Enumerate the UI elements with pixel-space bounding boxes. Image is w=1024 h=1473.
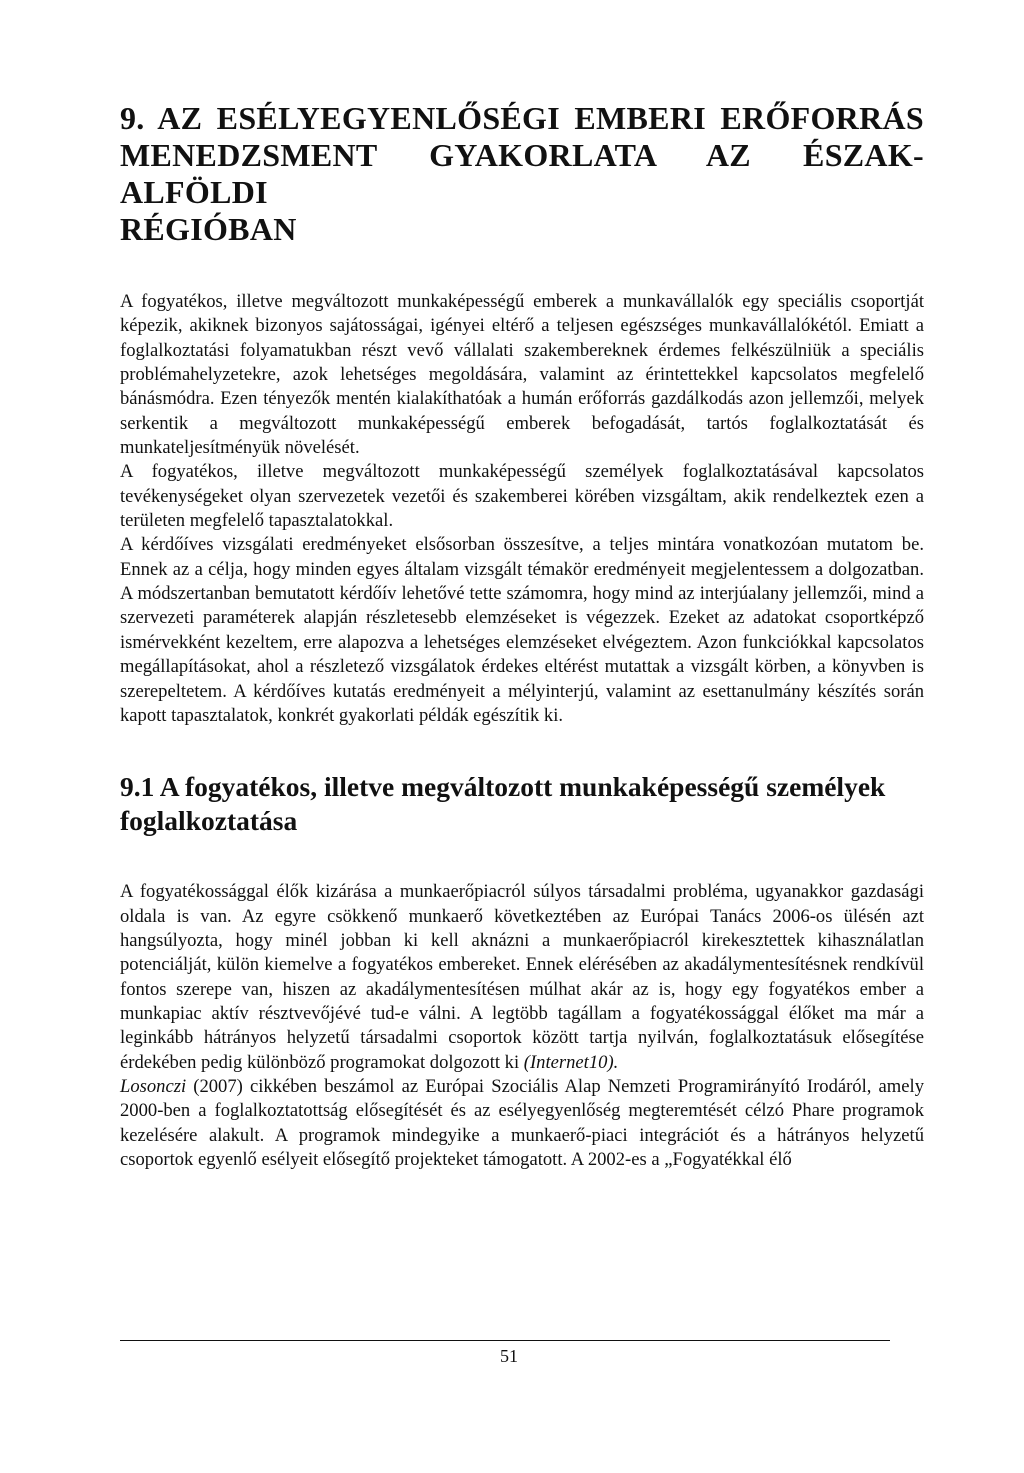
section-paragraph-1 bbox=[120, 880, 924, 1075]
footer-divider bbox=[120, 1340, 890, 1341]
page-number: 51 bbox=[500, 1346, 518, 1366]
chapter-title-line-2: MENEDZSMENT GYAKORLATA AZ ÉSZAK-ALFÖLDI bbox=[120, 137, 924, 210]
intro-paragraph-1: A fogyatékos, illetve megváltozott munkaképességű emberek a munkavállalók egy speciális csoportját képezik, akiknek bizonyos sajátosságai, igényei eltérő a teljesen egészséges munkavállalókétól. Emiatt a foglalkoztatási folyamatukban részt vevő vállalati szakembereknek érdemes felkészülniük a speciális problémahelyzetekre, azok lehetséges megoldására, valamint az érintettekkel kapcsolatos megfelelő bánásmódra. Ezen tényezők mentén kialakíthatóak a humán erőforrás gazdálkodás azon jellemzői, melyek serkentik a megváltozott munkaképességű emberek befogadását, tartós foglalkoztatását és munkateljesítményük növelését. bbox=[120, 291, 924, 459]
chapter-title-line-3: RÉGIÓBAN bbox=[120, 211, 297, 247]
chapter-title-line-1: 9. AZ ESÉLYEGYENLŐSÉGI EMBERI ERŐFORRÁS bbox=[120, 100, 924, 136]
section-paragraph-2 bbox=[120, 1075, 924, 1172]
section-title: 9.1 A fogyatékos, illetve megváltozott munkaképességű személyek foglalkoztatása bbox=[120, 771, 886, 837]
document-page bbox=[120, 100, 924, 1172]
section-paragraph-2-text: (2007) cikkében beszámol az Európai Szociális Alap Nemzeti Programirányító Irodáról, amely 2000-ben a foglalkoztatottság elősegítését és az esélyegyenlőség megteremtését célzó Phare programok kezelésére alakult. A programok mindegyike a munkaerő-piaci integrációt és a hátrányos helyzetű csoportok egyenlő esélyeit elősegítő projekteket támogatott. A 2002-es a „Fogyatékkal élő bbox=[120, 1075, 924, 1170]
author-citation: Losonczi bbox=[120, 1075, 187, 1097]
chapter-intro bbox=[120, 290, 924, 728]
section-body bbox=[120, 880, 924, 1172]
chapter-title bbox=[120, 100, 924, 248]
intro-paragraph-2: A fogyatékos, illetve megváltozott munkaképességű személyek foglalkoztatásával kapcsolatos tevékenységeket olyan szervezetek vezetői és szakemberei körében vizsgáltam, akik rendelkeztek ezen a területen megfelelő tapasztalatokkal. bbox=[120, 461, 924, 532]
internet-reference: (Internet10). bbox=[523, 1051, 619, 1073]
intro-paragraph-3: A kérdőíves vizsgálati eredményeket elsősorban összesítve, a teljes mintára vonatkozóan mutatom be. Ennek az a célja, hogy minden egyes általam vizsgált témakör eredményeit megjelentessem a dolgozatban. A módszertanban bemutatott kérdőív lehetővé tette számomra, hogy mind az interjúalany jellemzői, mind a szervezeti paraméterek alapján részletesebb elemzéseket is végezzek. Ezeket az adatokat csoportképző ismérvekként kezeltem, erre alapozva a lehetséges elemzéseket elvégeztem. Azon funkciókkal kapcsolatos megállapításokat, ahol a részletező vizsgálatok érdekes eltérést mutattak a vizsgált körben, a könyvben is szerepeltetem. A kérdőíves kutatás eredményeit a mélyinterjú, valamint az esettanulmány készítés során kapott tapasztalatok, konkrét gyakorlati példák egészítik ki. bbox=[120, 534, 924, 726]
section-paragraph-1-text: A fogyatékossággal élők kizárása a munkaerőpiacról súlyos társadalmi probléma, ugyanakkor gazdasági oldala is van. Az egyre csökkenő munkaerő következtében az Európai Tanács 2006-os ülésén azt hangsúlyozta, hogy minél jobban ki kell aknázni a munkaerőpiacról kirekesztettek kihasználatlan potenciálját, külön kiemelve a fogyatékos embereket. Ennek elérésében az akadálymentesítésnek rendkívül fontos szerepe van, hiszen az akadálymentesítésen múlhat akár az is, hogy egy fogyatékos ember a munkapiac aktív résztvevőjévé tud-e válni. A legtöbb tagállam a fogyatékossággal élőket ma már a leginkább hátrányos helyzetű társadalmi csoportok között tartja nyilván, foglalkoztatásuk elősegítése érdekében pedig különböző programokat dolgozott ki bbox=[120, 881, 924, 1073]
page-footer bbox=[120, 1340, 890, 1366]
